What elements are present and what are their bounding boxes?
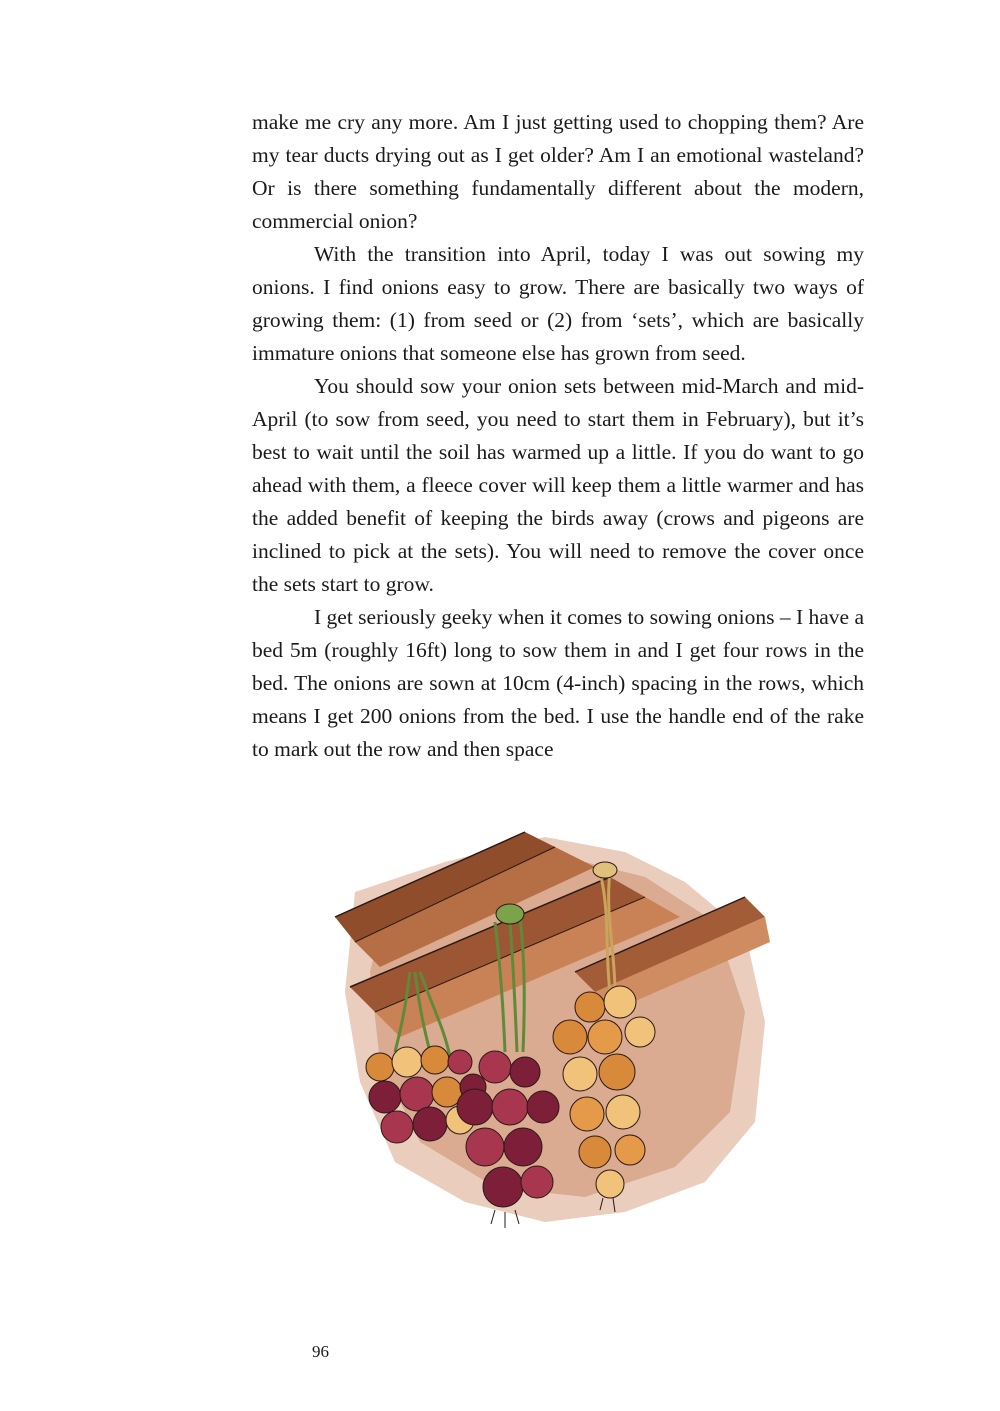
page-number: 96 [312,1342,329,1361]
paragraph-geeky-sowing: I get seriously geeky when it comes to sowing onions – I have a bed 5m (roughly 16ft) long to sow them in and I get four rows in the bed. The onions are sown at 10cm (4-inch) spacing in the rows, which means I get 200 onions from the bed. I use the handle end of the rake to mark out the row and then space [252,605,864,761]
paragraph-onion-sets: You should sow your onion sets between mid-March and mid-April (to sow from seed, you need to start them in February), but it’s best to wait until the soil has warmed up a little. If you do want to go ahead with them, a fleece cover will keep them a little warmer and has the added benefit of keeping the birds away (crows and pigeons are inclined to pick at the sets). You will need to remove the cover once the sets start to grow. [252,374,864,596]
onion-strings-illustration [325,822,775,1272]
body-text [252,106,864,766]
paragraph-continued: make me cry any more. Am I just getting used to chopping them? Are my tear ducts drying out as I get older? Am I an emotional wasteland? Or is there something fundamentally different about the modern, commercial onion? [252,110,864,233]
paragraph-april-sowing: With the transition into April, today I was out sowing my onions. I find onions easy to grow. There are basically two ways of growing them: (1) from seed or (2) from ‘sets’, which are basically immature onions that someone else has grown from seed. [252,242,864,365]
